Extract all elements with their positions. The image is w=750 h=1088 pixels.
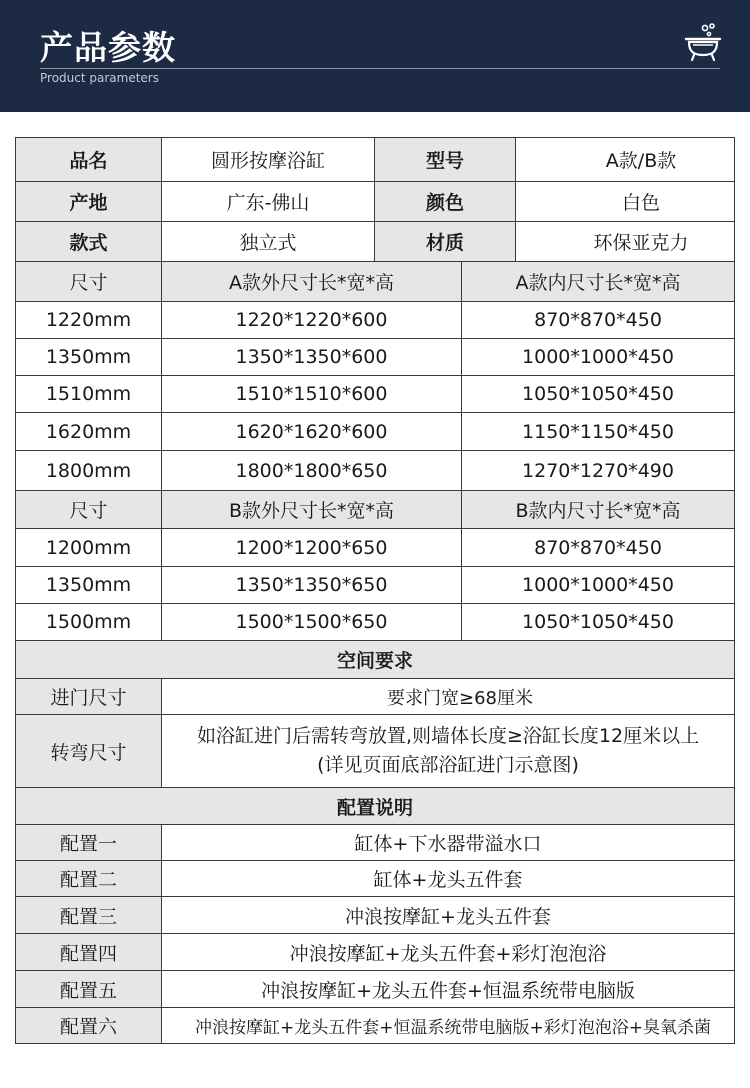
- config-label: 配置二: [16, 861, 162, 897]
- table-row: [16, 529, 735, 567]
- door-row: [16, 679, 735, 715]
- inner-size-header: A款内尺寸长*宽*高: [462, 262, 735, 302]
- material-label: 材质: [375, 222, 516, 262]
- config-section-row: [16, 788, 735, 825]
- size-cell: 1350mm: [16, 567, 162, 604]
- material-value: 环保亚克力: [516, 222, 735, 262]
- table-row: [16, 339, 735, 376]
- turn-value-line1: 如浴缸进门后需转弯放置,则墙体长度≥浴缸长度12厘米以上: [196, 725, 700, 747]
- config-value: 缸体+下水器带溢水口: [162, 825, 735, 861]
- inner-size-cell: 1270*1270*490: [462, 451, 735, 491]
- origin-label: 产地: [16, 182, 162, 222]
- model-label: 型号: [375, 138, 516, 182]
- page-subtitle: Product parameters: [40, 71, 159, 85]
- config-row: [16, 971, 735, 1008]
- size-cell: 1510mm: [16, 376, 162, 413]
- config-label: 配置三: [16, 897, 162, 934]
- bathtub-icon: [683, 22, 723, 66]
- turn-label: 转弯尺寸: [16, 715, 162, 788]
- config-value: 冲浪按摩缸+龙头五件套+恒温系统带电脑版+彩灯泡泡浴+臭氧杀菌: [162, 1008, 735, 1044]
- size-b-header-row: [16, 491, 735, 529]
- outer-size-header: B款外尺寸长*宽*高: [162, 491, 462, 529]
- config-label: 配置一: [16, 825, 162, 861]
- turn-value: [162, 715, 735, 788]
- config-row: [16, 934, 735, 971]
- size-cell: 1350mm: [16, 339, 162, 376]
- config-label: 配置五: [16, 971, 162, 1008]
- inner-size-cell: 1000*1000*450: [462, 339, 735, 376]
- config-label: 配置四: [16, 934, 162, 971]
- outer-size-header: A款外尺寸长*宽*高: [162, 262, 462, 302]
- outer-size-cell: 1500*1500*650: [162, 604, 462, 641]
- size-a-header-row: [16, 262, 735, 302]
- table-row: [16, 413, 735, 451]
- size-cell: 1500mm: [16, 604, 162, 641]
- size-cell: 1200mm: [16, 529, 162, 567]
- inner-size-cell: 1050*1050*450: [462, 376, 735, 413]
- style-value: 独立式: [162, 222, 375, 262]
- inner-size-cell: 1150*1150*450: [462, 413, 735, 451]
- inner-size-header: B款内尺寸长*宽*高: [462, 491, 735, 529]
- style-label: 款式: [16, 222, 162, 262]
- config-row: [16, 825, 735, 861]
- config-section-title: 配置说明: [16, 788, 735, 825]
- table-row: [16, 376, 735, 413]
- inner-size-cell: 1050*1050*450: [462, 604, 735, 641]
- size-cell: 1620mm: [16, 413, 162, 451]
- turn-value-line2: (详见页面底部浴缸进门示意图): [317, 754, 579, 776]
- turn-row: [16, 715, 735, 788]
- header-banner: [0, 0, 750, 112]
- inner-size-cell: 1000*1000*450: [462, 567, 735, 604]
- color-value: 白色: [516, 182, 735, 222]
- table-row: [16, 567, 735, 604]
- basic-row: [16, 138, 735, 182]
- table-row: [16, 604, 735, 641]
- config-label: 配置六: [16, 1008, 162, 1044]
- space-section-title: 空间要求: [16, 641, 735, 679]
- size-header: 尺寸: [16, 491, 162, 529]
- space-section-row: [16, 641, 735, 679]
- table-row: [16, 451, 735, 491]
- config-value: 缸体+龙头五件套: [162, 861, 735, 897]
- color-label: 颜色: [375, 182, 516, 222]
- basic-row: [16, 222, 735, 262]
- origin-value: 广东-佛山: [162, 182, 375, 222]
- table-row: [16, 302, 735, 339]
- config-value: 冲浪按摩缸+龙头五件套: [162, 897, 735, 934]
- config-value: 冲浪按摩缸+龙头五件套+彩灯泡泡浴: [162, 934, 735, 971]
- inner-size-cell: 870*870*450: [462, 529, 735, 567]
- page-title: 产品参数: [40, 28, 176, 67]
- inner-size-cell: 870*870*450: [462, 302, 735, 339]
- outer-size-cell: 1200*1200*650: [162, 529, 462, 567]
- outer-size-cell: 1350*1350*600: [162, 339, 462, 376]
- config-value: 冲浪按摩缸+龙头五件套+恒温系统带电脑版: [162, 971, 735, 1008]
- header-divider: [40, 68, 720, 69]
- outer-size-cell: 1800*1800*650: [162, 451, 462, 491]
- door-label: 进门尺寸: [16, 679, 162, 715]
- outer-size-cell: 1350*1350*650: [162, 567, 462, 604]
- size-cell: 1800mm: [16, 451, 162, 491]
- basic-row: [16, 182, 735, 222]
- config-row: [16, 1008, 735, 1044]
- config-row: [16, 861, 735, 897]
- config-row: [16, 897, 735, 934]
- model-value: A款/B款: [516, 138, 735, 182]
- outer-size-cell: 1220*1220*600: [162, 302, 462, 339]
- outer-size-cell: 1510*1510*600: [162, 376, 462, 413]
- name-value: 圆形按摩浴缸: [162, 138, 375, 182]
- size-header: 尺寸: [16, 262, 162, 302]
- size-cell: 1220mm: [16, 302, 162, 339]
- outer-size-cell: 1620*1620*600: [162, 413, 462, 451]
- spec-table: [15, 137, 735, 1044]
- name-label: 品名: [16, 138, 162, 182]
- door-value: 要求门宽≥68厘米: [162, 679, 735, 715]
